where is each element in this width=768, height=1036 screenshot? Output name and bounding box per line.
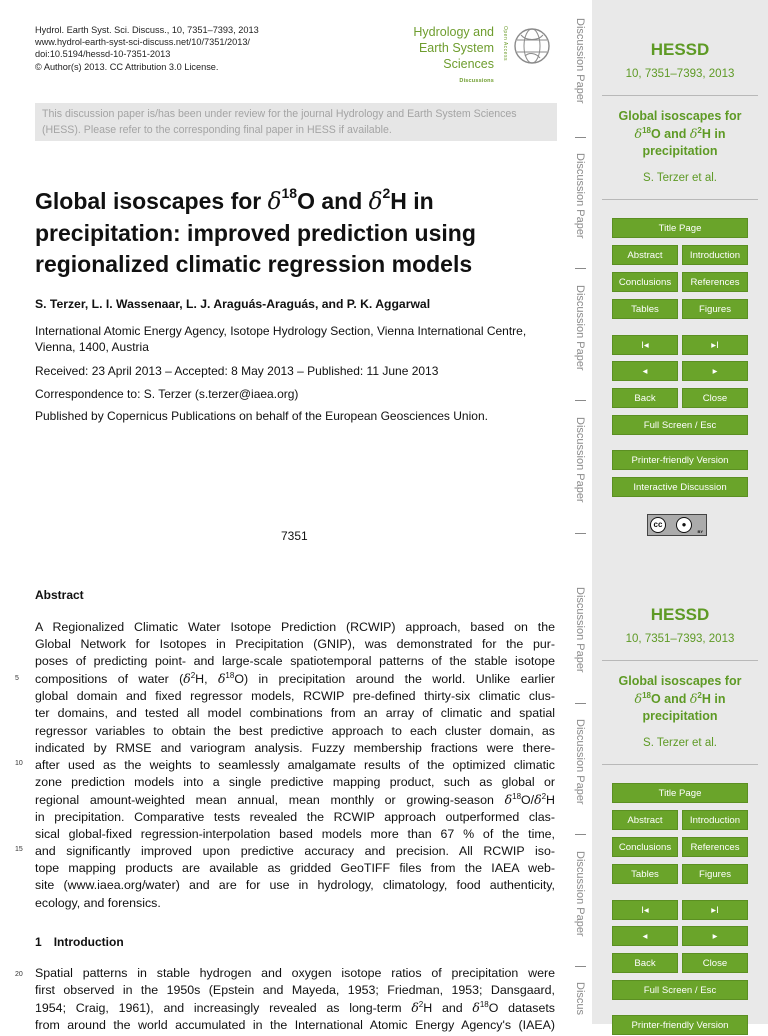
nav-authors: S. Terzer et al. bbox=[643, 172, 717, 184]
back-button[interactable]: Back bbox=[612, 388, 678, 408]
line-number: 5 bbox=[15, 675, 19, 682]
strip-separator bbox=[575, 137, 586, 138]
references-button[interactable]: References bbox=[682, 272, 748, 292]
intro-line: first observed in the 1950s (Epstein and Mayeda, 1953; Friedman, 1953; Dansgaard, bbox=[35, 983, 555, 998]
publisher-note: Published by Copernicus Publications on behalf of the European Geosciences Union. bbox=[35, 409, 488, 423]
nav-journal-title: HESSD bbox=[650, 605, 710, 624]
close-button[interactable]: Close bbox=[682, 953, 748, 973]
cc-license-badge[interactable] bbox=[647, 514, 707, 536]
abstract-line: and significantly improved upon predictive accuracy and precision. All RCWIP iso- bbox=[35, 844, 555, 859]
abstract-line: ecology, and forensics. bbox=[35, 895, 161, 910]
nav-volume: 10, 7351–7393, 2013 bbox=[625, 633, 735, 645]
intro-heading: 1 Introduction bbox=[35, 935, 124, 949]
title-page-button[interactable]: Title Page bbox=[612, 783, 748, 803]
review-notice: This discussion paper is/has been under review for the journal Hydrology and Earth System Sciences (HESS). Please refer to the corresponding final paper in HESS if available. bbox=[35, 103, 557, 141]
abstract-line: ter domains, and tested all model combinations from an array of climatic and spatial bbox=[35, 706, 555, 721]
tables-button[interactable]: Tables bbox=[612, 864, 678, 884]
abstract-line: Global Network for Isotopes in Precipitation (GNIP), was demonstrated for the pur- bbox=[35, 637, 555, 652]
journal-logo bbox=[392, 24, 562, 88]
abstract-line: compositions of water ($\delta^2H$, $\delta^{18}O$) in precipitation around the world. Unlike earlier bbox=[35, 671, 555, 687]
printer-friendly-button[interactable]: Printer-friendly Version bbox=[612, 1015, 748, 1035]
abstract-line: global domain and fixed regressor models, RCWIP pre-defined thirty-six climatic clus- bbox=[35, 689, 555, 704]
abstract-line: poses of predicting point- and large-scale spatiotemporal patterns of the stable isotope bbox=[35, 654, 555, 669]
strip-separator bbox=[575, 533, 586, 534]
doi-line[interactable]: doi:10.5194/hessd-10-7351-2013 bbox=[35, 49, 171, 60]
figures-button[interactable]: Figures bbox=[682, 299, 748, 319]
line-number: 15 bbox=[15, 846, 23, 853]
nav-paper-title: Global isoscapes for $\delta^{18}O$ and $\delta^2H$ in precipitation bbox=[618, 674, 742, 723]
discussion-paper-label: Discussion Paper bbox=[574, 719, 586, 805]
nav-volume: 10, 7351–7393, 2013 bbox=[625, 68, 735, 80]
abstract-line: sical global-fixed regression-interpolation based models more than 67 % of the time, bbox=[35, 827, 555, 842]
header-meta bbox=[35, 24, 259, 73]
line-number: 20 bbox=[15, 971, 23, 978]
page-number: 7351 bbox=[281, 529, 308, 543]
nav-divider bbox=[602, 95, 758, 96]
cc-by-label: BY bbox=[697, 529, 703, 534]
intro-line: Spatial patterns in stable hydrogen and oxygen isotope ratios of precipitation were bbox=[35, 966, 555, 980]
abstract-line: after used as the weights to seamlessly amalgamate results of the optimized climatic bbox=[35, 757, 555, 772]
discussion-paper-label: Discussion Paper bbox=[574, 18, 586, 104]
tables-button[interactable]: Tables bbox=[612, 299, 678, 319]
title-page-button[interactable]: Title Page bbox=[612, 218, 748, 238]
discussion-paper-label: Discussion Paper bbox=[574, 285, 586, 371]
nav-paper-title: Global isoscapes for $\delta^{18}O$ and $\delta^2H$ in precipitation bbox=[618, 109, 742, 158]
line-number: 10 bbox=[15, 760, 23, 767]
strip-separator bbox=[575, 703, 586, 704]
globe-icon bbox=[512, 26, 552, 66]
introduction-button[interactable]: Introduction bbox=[682, 245, 748, 265]
nav-block bbox=[592, 565, 768, 1031]
paper-title: Global isoscapes for $\delta^{18}O$ and $\delta^2H$ in precipitation: improved prediction using regionalized climatic regression models bbox=[35, 185, 476, 277]
abstract-button[interactable]: Abstract bbox=[612, 245, 678, 265]
publication-dates: Received: 23 April 2013 – Accepted: 8 May 2013 – Published: 11 June 2013 bbox=[35, 364, 439, 378]
nav-divider bbox=[602, 764, 758, 765]
discussion-paper-label: Discussion Paper bbox=[574, 587, 586, 673]
abstract-body bbox=[35, 619, 555, 912]
previous-page-button[interactable]: ◂ bbox=[612, 361, 678, 381]
strip-separator bbox=[575, 966, 586, 967]
abstract-line: tope mapping products are available as gridded GeoTIFF files from the IAEA web- bbox=[35, 861, 555, 876]
cc-icon: cc bbox=[650, 517, 666, 533]
intro-line: from around the world accumulated in the International Atomic Energy Agency's (IAEA) bbox=[35, 1018, 555, 1033]
open-access-label: Open Access bbox=[502, 26, 508, 61]
journal-name: Hydrology and Earth System Sciences bbox=[413, 25, 494, 71]
abstract-line: regional amount-weighted mean annual, mean monthly or growing-season $\delta^{18}O/\delta^2H$ bbox=[35, 791, 555, 807]
abstract-line: indicated by RMSE and variogram analysis. Fuzzy membership fractions were there- bbox=[35, 740, 555, 755]
intro-line: 1954; Craig, 1961), and increasingly revealed as long-term $\delta^2H$ and $\delta^{18}O$ datasets bbox=[35, 1000, 556, 1016]
full-screen-button[interactable]: Full Screen / Esc bbox=[612, 980, 748, 1000]
full-screen-button[interactable]: Full Screen / Esc bbox=[612, 415, 748, 435]
abstract-line: regressor variables to obtain the best predictive approach to each cluster domain, as bbox=[35, 723, 555, 738]
nav-divider bbox=[602, 660, 758, 661]
url-line[interactable]: www.hydrol-earth-syst-sci-discuss.net/10/7351/2013/ bbox=[35, 37, 250, 48]
conclusions-button[interactable]: Conclusions bbox=[612, 272, 678, 292]
introduction-button[interactable]: Introduction bbox=[682, 810, 748, 830]
discussion-paper-strip bbox=[570, 0, 592, 1024]
strip-separator bbox=[575, 400, 586, 401]
intro-body bbox=[35, 965, 555, 1034]
next-page-button[interactable]: ▸ bbox=[682, 926, 748, 946]
next-page-button[interactable]: ▸ bbox=[682, 361, 748, 381]
nav-divider bbox=[602, 199, 758, 200]
last-page-button[interactable]: ▸I bbox=[682, 900, 748, 920]
nav-authors: S. Terzer et al. bbox=[643, 737, 717, 749]
strip-separator bbox=[575, 268, 586, 269]
back-button[interactable]: Back bbox=[612, 953, 678, 973]
affiliation: International Atomic Energy Agency, Isotope Hydrology Section, Vienna International Centre, Vienna, 1400, Austria bbox=[35, 324, 527, 354]
abstract-line: site (www.iaea.org/water) and are for use in hydrology, climatology, food authenticity, bbox=[35, 878, 555, 893]
interactive-discussion-button[interactable]: Interactive Discussion bbox=[612, 477, 748, 497]
abstract-line: in precipitation. Comparative tests revealed the RCWIP approach outperformed clas- bbox=[35, 810, 555, 825]
navigation-panel bbox=[592, 0, 768, 1031]
first-page-button[interactable]: I◂ bbox=[612, 335, 678, 355]
person-icon: ● bbox=[676, 517, 692, 533]
previous-page-button[interactable]: ◂ bbox=[612, 926, 678, 946]
abstract-line: A Regionalized Climatic Water Isotope Prediction (RCWIP) approach, based on the bbox=[35, 620, 555, 634]
journal-subtitle: Discussions bbox=[459, 78, 494, 84]
discussion-paper-label: Discussion Paper bbox=[574, 851, 586, 937]
abstract-heading: Abstract bbox=[35, 588, 84, 602]
discussion-paper-label: Discussion Paper bbox=[574, 153, 586, 239]
discussion-paper-label: Discussion Paper bbox=[574, 417, 586, 503]
conclusions-button[interactable]: Conclusions bbox=[612, 837, 678, 857]
last-page-button[interactable]: ▸I bbox=[682, 335, 748, 355]
close-button[interactable]: Close bbox=[682, 388, 748, 408]
printer-friendly-button[interactable]: Printer-friendly Version bbox=[612, 450, 748, 470]
citation-line: Hydrol. Earth Syst. Sci. Discuss., 10, 7351–7393, 2013 bbox=[35, 25, 259, 35]
references-button[interactable]: References bbox=[682, 837, 748, 857]
strip-separator bbox=[575, 834, 586, 835]
license-line: © Author(s) 2013. CC Attribution 3.0 License. bbox=[35, 61, 219, 72]
abstract-line: zone prediction models into a single predictive mapping product, such as global or bbox=[35, 774, 555, 789]
correspondence: Correspondence to: S. Terzer (s.terzer@iaea.org) bbox=[35, 387, 299, 401]
first-page-button[interactable]: I◂ bbox=[612, 900, 678, 920]
figures-button[interactable]: Figures bbox=[682, 864, 748, 884]
author-list: S. Terzer, L. I. Wassenaar, L. J. Araguás-Araguás, and P. K. Aggarwal bbox=[35, 297, 431, 311]
discussion-paper-label: Discus bbox=[574, 982, 586, 1016]
abstract-button[interactable]: Abstract bbox=[612, 810, 678, 830]
nav-journal-title: HESSD bbox=[650, 40, 710, 59]
